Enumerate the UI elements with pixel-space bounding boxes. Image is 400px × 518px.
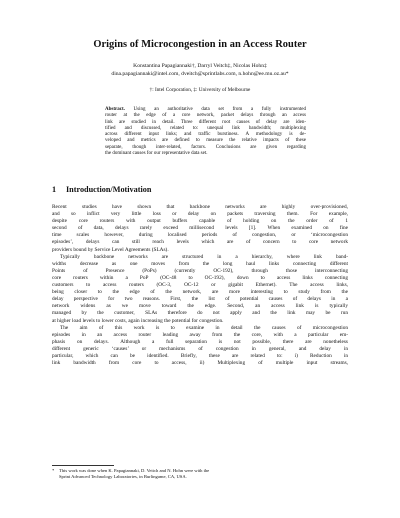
abstract-line: separate, though inter-related, factors. Conclusions are given regarding [105, 144, 306, 150]
abstract-line-text: Using an authoritative data set from a fully instrumented [133, 107, 306, 112]
affiliations: †: Intel Corporation, ‡: University of Melbourne [149, 87, 251, 93]
author-emails: dina.papagiannaki@intel.com, dveitch@sprintlabs.com, n.hohn@ee.mu.oz.au* [111, 71, 289, 77]
body-line: episodes in an access router leading away from the core, with a particular em- [52, 331, 348, 338]
footnote [52, 468, 348, 480]
section-title: Introduction/Motivation [66, 185, 152, 194]
footnote-line-text: This work was done when K. Papagiannaki, D. Veitch and N. Hohn were with the [59, 468, 210, 473]
body-line: second of data, delays rarely exceed millisecond levels [1]. When examined on fine [52, 225, 348, 232]
body-line: Recent studies have shown that backbone networks are highly over-provisioned, [52, 204, 348, 210]
body-line: episodes’, delays can still reach levels which are of concern to core network [52, 239, 348, 246]
footnote-line: Sprint Advanced Technology Laboratories, in Burlingame, CA, USA. [59, 474, 187, 480]
body-line: different generic ‘causes’ or mechanisms of congestion in general, and delay in [52, 345, 348, 352]
body-text [52, 204, 348, 367]
body-line: link bandwidth from core to access, ii) Multiplexing of multiple input streams, [52, 360, 348, 367]
body-line: network widens as we move toward the edge. Second, an access link is typically [52, 303, 348, 310]
footnote-mark: * [52, 468, 55, 473]
body-line: widths decrease as one moves from the long haul links connecting different [52, 260, 348, 267]
author-names: Konstantina Papagiannaki†, Darryl Veitch‡, Nicolas Hohn‡ [133, 63, 267, 69]
body-line: being closer to the edge of the network, are more interesting to study from the [52, 289, 348, 296]
body-line: at higher load levels to lower costs, again increasing the potential for congestion. [52, 317, 224, 324]
abstract-line: veloped and metrics are defined to measure the relative impacts of these [105, 138, 306, 144]
abstract-line: link are studied in detail. Three different root causes of delay are iden- [105, 119, 306, 125]
section-heading [52, 185, 352, 195]
body-line: managed by the customer, SLAs therefore do not apply and the link may be run [52, 310, 348, 317]
abstract-line: across different input links; and traffic burstiness. A methodology is de- [105, 132, 306, 137]
body-line: and so inflict very little loss or delay on packets traversing them. For example, [52, 211, 348, 218]
abstract-line: the dominant causes for our representative data set. [105, 150, 208, 156]
body-line: customers to access routers (OC-3, OC-12 or gigabit Ethernet). The access links, [52, 282, 348, 289]
abstract-line: tified and discussed, related to: unequal link bandwidth; multiplexing [105, 125, 306, 131]
footnote-rule [52, 465, 114, 466]
body-line: Points of Presence (PoPs) (currently OC-192), through those interconnecting [52, 267, 348, 274]
section-number: 1 [52, 185, 57, 194]
author-block [0, 62, 400, 78]
body-line: particular, which can be identified. Briefly, these are related to: i) Reduction in [52, 352, 348, 359]
body-line: phasis on delays. Although a full separation is not possible, there are nonetheless [52, 338, 348, 345]
abstract-line: router at the edge of a core network, packet delays through an access [105, 113, 306, 119]
body-line: Typically backbone networks are structured in a hierarchy, where link band- [60, 253, 348, 260]
paper-title: Origins of Microcongestion in an Access Router [93, 39, 307, 50]
abstract [105, 107, 306, 157]
abstract-label: Abstract. [105, 107, 125, 112]
body-line: core routers within a PoP (OC-48 to OC-192), down to access links connecting [52, 274, 348, 281]
body-line: The aim of this work is to examine in detail the causes of microcongestion [60, 324, 348, 331]
body-line: time scales however, during localised periods of congestion, or ‘microcongestion [52, 232, 348, 239]
body-line: providers bound by Service Level Agreements (SLAs). [52, 246, 169, 253]
body-line: despite core routers with output buffers capable of holding on the order of 1 [52, 218, 348, 225]
body-line: delay perspective for two reasons. First, the list of potential causes of delays in a [52, 296, 348, 303]
